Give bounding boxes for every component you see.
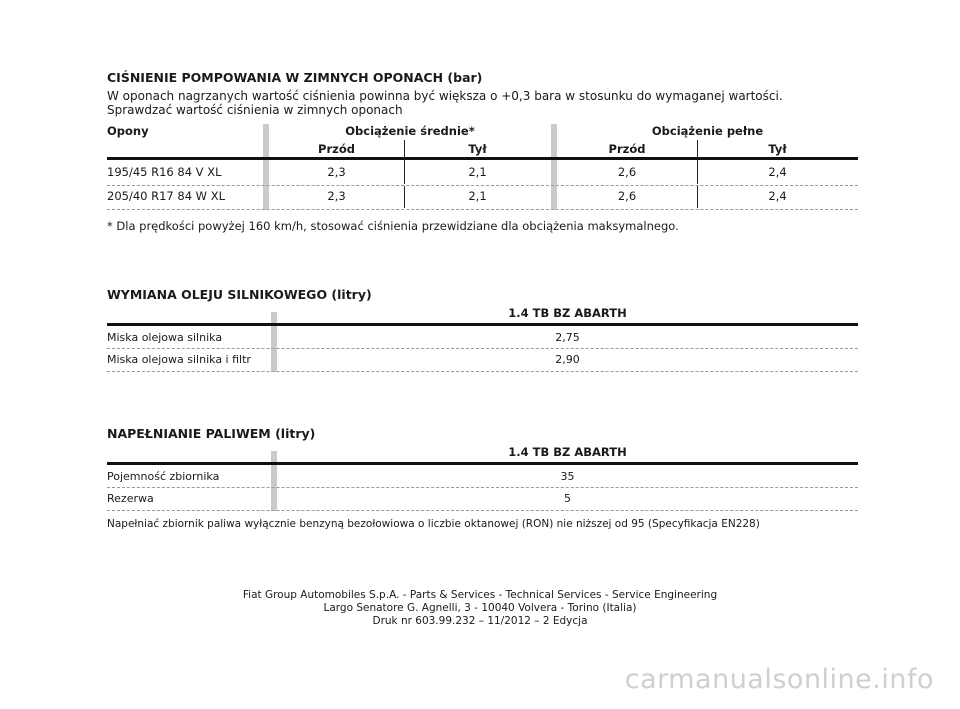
pressure-footnote: * Dla prędkości powyżej 160 km/h, stosować ciśnienia przewidziane dla obciążenia maksymalnego.	[107, 219, 679, 233]
fuel-row1-value: 35	[560, 470, 575, 483]
header-full-load: Obciążenie pełne	[651, 124, 764, 138]
pressure-description-line2: Sprawdzać wartość ciśnienia w zimnych oponach	[107, 103, 403, 117]
publisher-footer	[0, 589, 960, 628]
row-rule	[107, 487, 858, 488]
footer-line3: Druk nr 603.99.232 – 11/2012 – 2 Edycja	[372, 615, 588, 627]
oil-title: WYMIANA OLEJU SILNIKOWEGO (litry)	[107, 287, 372, 302]
subheader-front-full: Przód	[608, 142, 646, 156]
row-rule	[107, 209, 858, 210]
subheader-front-medium: Przód	[318, 142, 355, 156]
row-divider	[697, 160, 698, 184]
tyre-pressure-table	[107, 124, 858, 210]
row2-medium-front: 2,3	[327, 189, 346, 203]
oil-row2-value: 2,90	[555, 353, 580, 366]
row1-medium-front: 2,3	[327, 165, 346, 179]
row-rule	[107, 185, 858, 186]
fuel-table	[107, 445, 858, 511]
subheader-divider	[697, 140, 698, 157]
header-tyres: Opony	[107, 124, 149, 138]
row1-medium-rear: 2,1	[468, 165, 487, 179]
oil-row1-label: Miska olejowa silnika	[107, 331, 223, 344]
oil-row2-label: Miska olejowa silnika i filtr	[107, 353, 251, 366]
row1-tyre: 195/45 R16 84 V XL	[107, 165, 222, 179]
pressure-description-line1: W oponach nagrzanych wartość ciśnienia powinna być większa o +0,3 bara w stosunku do wymaganej wartości.	[107, 89, 783, 103]
fuel-row2-value: 5	[564, 492, 571, 505]
row2-full-front: 2,6	[617, 189, 637, 203]
header-rule	[107, 157, 858, 160]
header-rule	[107, 462, 858, 465]
watermark: carmanualsonline.info	[624, 664, 934, 695]
fuel-row2-label: Rezerwa	[107, 492, 154, 505]
fuel-title: NAPEŁNIANIE PALIWEM (litry)	[107, 426, 316, 441]
row-rule	[107, 510, 858, 511]
subheader-divider	[404, 140, 405, 157]
subheader-rear-medium: Tył	[468, 142, 487, 156]
footer-line2: Largo Senatore G. Agnelli, 3 - 10040 Volvera - Torino (Italia)	[323, 602, 637, 614]
footer-line1: Fiat Group Automobiles S.p.A. - Parts & Services - Technical Services - Service Engineering	[242, 589, 718, 601]
fuel-note: Napełniać zbiornik paliwa wyłącznie benzyną bezołowiowa o liczbie oktanowej (RON) nie niższej od 95 (Specyfikacja EN228)	[107, 518, 760, 530]
oil-table	[107, 306, 858, 372]
row-rule	[107, 371, 858, 372]
row-divider	[697, 186, 698, 208]
row2-medium-rear: 2,1	[468, 189, 487, 203]
header-rule	[107, 323, 858, 326]
subheader-rear-full: Tył	[768, 142, 787, 156]
row-rule	[107, 348, 858, 349]
oil-row1-value: 2,75	[555, 331, 580, 344]
fuel-engine-header: 1.4 TB BZ ABARTH	[508, 445, 627, 459]
row2-full-rear: 2,4	[768, 189, 787, 203]
row-divider	[404, 186, 405, 208]
row1-full-rear: 2,4	[768, 165, 787, 179]
row2-tyre: 205/40 R17 84 W XL	[107, 189, 225, 203]
row-divider	[404, 160, 405, 184]
header-medium-load: Obciążenie średnie*	[345, 124, 475, 138]
fuel-row1-label: Pojemność zbiornika	[107, 470, 220, 483]
oil-engine-header: 1.4 TB BZ ABARTH	[508, 306, 627, 320]
row1-full-front: 2,6	[617, 165, 637, 179]
pressure-title: CIŚNIENIE POMPOWANIA W ZIMNYCH OPONACH (bar)	[107, 70, 483, 85]
